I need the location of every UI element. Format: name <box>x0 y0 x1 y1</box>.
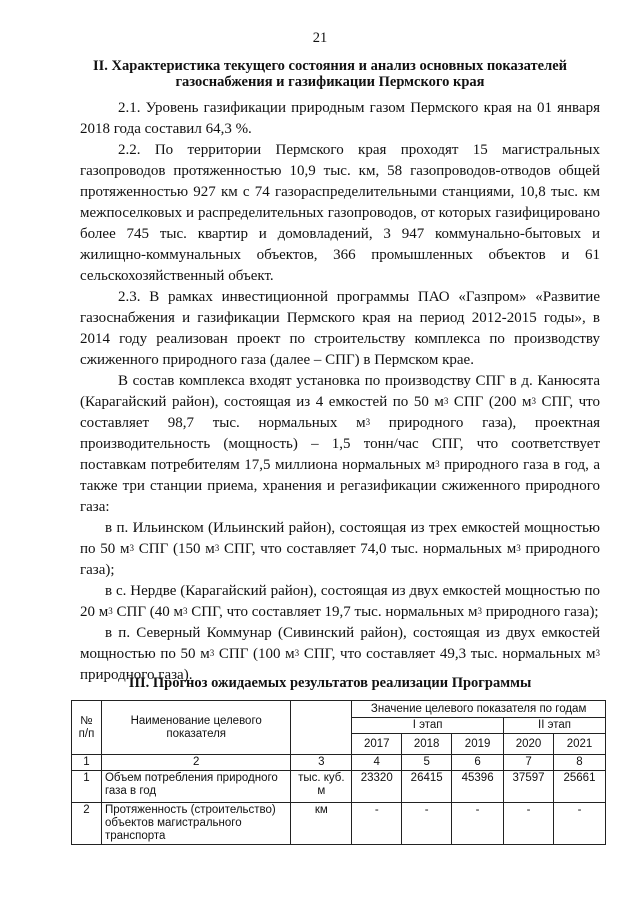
header-year: 2017 <box>352 734 402 755</box>
header-year: 2021 <box>554 734 606 755</box>
page-number: 21 <box>312 30 328 46</box>
section-2-heading-line-1: II. Характеристика текущего состояния и анализ основных показателей <box>93 58 567 74</box>
section-2-body <box>80 98 600 686</box>
row-value: 26415 <box>402 771 452 803</box>
section-3-heading: III. Прогноз ожидаемых результатов реализации Программы <box>128 675 532 691</box>
header-num: № п/п <box>72 701 102 755</box>
row-value: - <box>554 803 606 845</box>
column-number: 6 <box>452 755 504 771</box>
header-year: 2019 <box>452 734 504 755</box>
table-row <box>72 771 606 803</box>
header-stage-2: II этап <box>504 718 606 734</box>
header-stage-1: I этап <box>352 718 504 734</box>
row-value: 23320 <box>352 771 402 803</box>
paragraph-2-1: 2.1. Уровень газификации природным газом Пермского края на 01 января 2018 года составил 64,3 %. <box>80 100 600 137</box>
paragraph-nerdva-station: в с. Нердве (Карагайский район), состоящая из двух емкостей мощностью по 20 $м^3$ СПГ (40 $м^3$ СПГ, что составляет 19,7 тыс. нормальных $м^3$ природного газа); <box>80 583 600 620</box>
column-number: 1 <box>72 755 102 771</box>
row-unit: км <box>291 803 352 845</box>
section-2-heading-line-2: газоснабжения и газификации Пермского края <box>175 74 485 90</box>
header-year: 2018 <box>402 734 452 755</box>
row-num: 2 <box>72 803 102 845</box>
section-2-heading <box>80 58 580 90</box>
table-row <box>72 803 606 845</box>
row-value: 37597 <box>504 771 554 803</box>
column-number: 4 <box>352 755 402 771</box>
header-indicator-name: Наименование целевого показателя <box>101 701 291 755</box>
row-value: 25661 <box>554 771 606 803</box>
header-year: 2020 <box>504 734 554 755</box>
paragraph-2-3: 2.3. В рамках инвестиционной программы ПАО «Газпром» «Развитие газоснабжения и газификации Пермского края на период 2012-2015 годы», в 2014 году реализован проект по строительству комплекса по производству сжиженного природного газа (далее – СПГ) в Пермском крае. <box>80 289 600 368</box>
row-value: 45396 <box>452 771 504 803</box>
header-values-by-year: Значение целевого показателя по годам <box>352 701 606 718</box>
row-value: - <box>402 803 452 845</box>
column-number: 2 <box>101 755 291 771</box>
row-unit: тыс. куб. м <box>291 771 352 803</box>
paragraph-complex-composition: В состав комплекса входят установка по производству СПГ в д. Канюсята (Карагайский район), состоящая из 4 емкостей по 50 $м^3$ СПГ (200 $м^3$ СПГ, что составляет 98,7 тыс. нормальных $м^3$ природного газа), проектная производительность (мощность) – 1,5 тонн/час СПГ, что соответствует поставкам потребителям 17,5 миллиона нормальных $м^3$ природного газа в год, а также три станции приема, хранения и регазификации сжиженного природного газа: <box>80 373 601 515</box>
row-value: - <box>452 803 504 845</box>
row-indicator-name: Протяженность (строительство) объектов магистрального транспорта <box>101 803 291 845</box>
column-number: 5 <box>402 755 452 771</box>
column-number-row <box>72 755 606 771</box>
column-number: 8 <box>554 755 606 771</box>
column-number: 7 <box>504 755 554 771</box>
row-indicator-name: Объем потребления природного газа в год <box>101 771 291 803</box>
paragraph-2-2: 2.2. По территории Пермского края проходят 15 магистральных газопроводов протяженностью 10,9 тыс. км, 58 газопроводов-отводов общей протяженностью 927 км с 74 газораспределительными станциями, 10,8 тыс. км межпоселковых и распределительных газопроводов, от которых газифицировано более 745 тыс. квартир и домовладений, 3 947 коммунально-бытовых и жилищно-коммунальных объектов, 366 промышленных объектов и 61 сельскохозяйственный объект. <box>80 142 600 284</box>
paragraph-ilinsky-station: в п. Ильинском (Ильинский район), состоящая из трех емкостей мощностью по 50 $м^3$ СПГ (150 $м^3$ СПГ, что составляет 74,0 тыс. нормальных $м^3$ природного газа); <box>80 520 601 578</box>
row-num: 1 <box>72 771 102 803</box>
row-value: - <box>504 803 554 845</box>
header-unit <box>291 701 352 755</box>
paragraph-severny-kommunar-station: в п. Северный Коммунар (Сивинский район), состоящая из двух емкостей мощностью по 50 $м^3$ СПГ (100 $м^3$ СПГ, что составляет 49,3 тыс. нормальных $м^3$ природного газа). <box>80 625 600 683</box>
row-value: - <box>352 803 402 845</box>
column-number: 3 <box>291 755 352 771</box>
target-indicators-table <box>71 700 606 845</box>
